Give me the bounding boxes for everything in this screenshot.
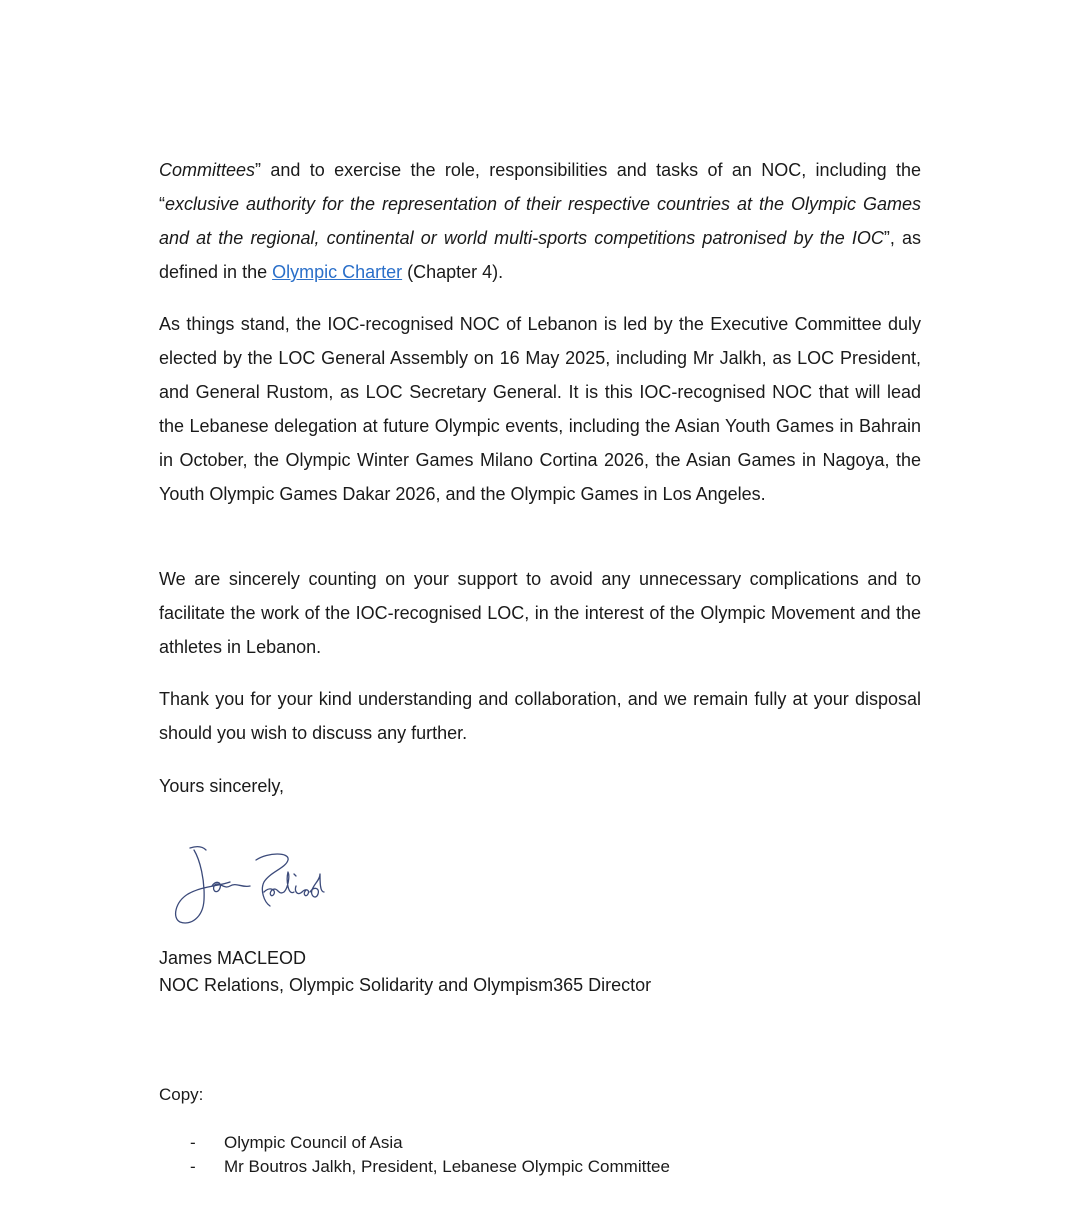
signatory-block [159,945,651,999]
list-dash: - [190,1133,196,1152]
signatory-name: James MACLEOD [159,948,307,968]
copy-recipient: Mr Boutros Jalkh, President, Lebanese Olympic Committee [224,1157,670,1176]
copy-list [190,1131,670,1179]
handwritten-signature [160,830,340,940]
signatory-title: NOC Relations, Olympic Solidarity and Olympism365 Director [159,975,652,995]
paragraph-thank-you: Thank you for your kind understanding and collaboration, and we remain fully at your disposal should you wish to discuss any further. [159,689,921,743]
text-role-responsibilities: ” and to exercise the role, responsibilities and tasks of an NOC, including the “ [159,160,921,214]
list-dash: - [190,1157,196,1176]
paragraph-support-request: We are sincerely counting on your support to avoid any unnecessary complications and to facilitate the work of the IOC-recognised LOC, in the interest of the Olympic Movement and the athletes in Lebanon. [159,569,921,657]
list-item [190,1131,670,1155]
paragraph-olympic-charter [159,153,921,289]
olympic-charter-link[interactable]: Olympic Charter [272,262,403,282]
italic-exclusive-authority-quote: exclusive authority for the representation of their respective countries at the Olympic Games and at the regional, continental or world multi-sports competitions patronised by the IOC [159,194,921,248]
copy-label: Copy: [159,1085,204,1104]
paragraph-noc-leadership: As things stand, the IOC-recognised NOC of Lebanon is led by the Executive Committee duly elected by the LOC General Assembly on 16 May 2025, including Mr Jalkh, as LOC President, and General Rustom, as LOC Secretary General. It is this IOC-recognised NOC that will lead the Lebanese delegation at future Olympic events, including the Asian Youth Games in Bahrain in October, the Olympic Winter Games Milano Cortina 2026, the Asian Games in Nagoya, the Youth Olympic Games Dakar 2026, and the Olympic Games in Los Angeles. [159,314,921,504]
closing-salutation: Yours sincerely, [159,776,285,796]
copy-recipient: Olympic Council of Asia [224,1133,403,1152]
text-as-defined: ”, as defined in the [159,228,921,282]
text-chapter: (Chapter 4). [402,262,504,282]
list-item [190,1155,670,1179]
italic-committees: Committees [159,160,256,180]
